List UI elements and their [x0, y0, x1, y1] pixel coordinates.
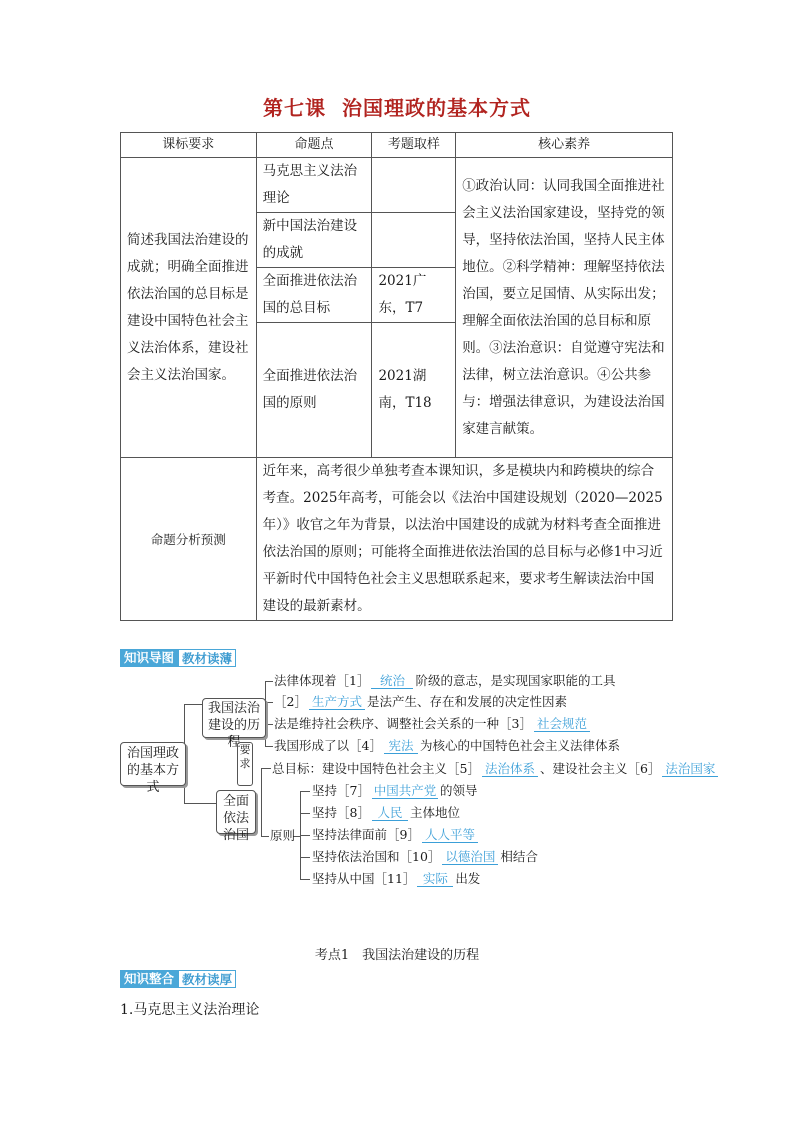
connector [265, 702, 273, 703]
mindmap-line-2: ［2］ 生产方式 是法产生、存在和发展的决定性因素 [274, 694, 567, 709]
answer-blank: 法治体系 [482, 761, 538, 777]
principle-line-7: 坚持［7］ 中国共产党 的领导 [312, 783, 478, 798]
principle-line-11: 坚持从中国［11］ 实际 出发 [312, 871, 481, 886]
point-cell: 新中国法治建设的成就 [256, 213, 372, 268]
mindmap-line-1: 法律体现着［1］ 统治 阶级的意志，是实现国家职能的工具 [274, 673, 616, 688]
principle-line-9: 坚持法律面前［9］ 人人平等 [312, 826, 480, 844]
principle-label: 原则 [270, 828, 296, 843]
connector [261, 768, 262, 836]
tag-primary: 知识整合 [120, 970, 178, 988]
header-literacy: 核心素养 [456, 133, 673, 158]
answer-blank: 法治国家 [662, 761, 718, 777]
answer-blank: 生产方式 [309, 694, 365, 710]
connector [300, 835, 310, 836]
answer-blank: 实际 [417, 871, 453, 887]
connector [300, 879, 310, 880]
tag-secondary: 教材读厚 [178, 970, 236, 988]
connector [265, 746, 273, 747]
header-point: 命题点 [256, 133, 372, 158]
sample-cell [372, 213, 456, 268]
lesson-title [0, 92, 794, 121]
answer-blank: 宪法 [384, 738, 418, 754]
mindmap-line-3: 法是维持社会秩序、调整社会关系的一种［3］ 社会规范 [274, 715, 592, 733]
integrate-tag [120, 970, 236, 988]
point-cell: 全面推进依法治国的总目标 [256, 268, 372, 323]
header-sample: 考题取样 [372, 133, 456, 158]
mindmap-goal-line: 总目标：建设中国特色社会主义［5］ 法治体系 、建设社会主义［6］ 法治国家 [272, 760, 720, 778]
answer-blank: 人民 [372, 805, 408, 821]
node-label: 我国法治建设的历程 [207, 701, 260, 750]
standard-cell: 简述我国法治建设的成就；明确全面推进依法治国的总目标是建设中国特色社会主义法治体系，建设社会主义法治国家。 [121, 158, 257, 458]
answer-blank: 以德治国 [442, 849, 498, 865]
table-row [121, 158, 673, 213]
tag-primary: 知识导图 [120, 649, 178, 667]
mindmap-tag [120, 649, 236, 667]
connector [184, 803, 216, 804]
connector [184, 704, 202, 705]
tag-secondary: 教材读薄 [178, 649, 236, 667]
point-cell: 马克思主义法治理论 [256, 158, 372, 213]
answer-blank: 人人平等 [422, 827, 478, 843]
header-standard: 课标要求 [121, 133, 257, 158]
section-heading: 1.马克思主义法治理论 [120, 1002, 260, 1018]
lesson-name: 治国理政的基本方式 [342, 96, 531, 120]
sample-cell: 2021湖南，T18 [372, 323, 456, 458]
mindmap-root [120, 742, 186, 795]
answer-blank: 统治 [371, 673, 413, 689]
sample-cell [372, 158, 456, 213]
root-label: 治国理政的基本方式 [126, 746, 179, 795]
node-label: 全面依法治国 [222, 794, 249, 843]
principle-line-8: 坚持［8］ 人民 主体地位 [312, 805, 460, 820]
mindmap-line-4: 我国形成了以［4］ 宪法 为核心的中国特色社会主义法律体系 [274, 738, 620, 753]
curriculum-table [120, 132, 673, 621]
connector [300, 791, 310, 792]
connector [261, 768, 271, 769]
table-row [121, 458, 673, 621]
sample-cell: 2021广东，T7 [372, 268, 456, 323]
connector [261, 836, 269, 837]
literacy-cell: ①政治认同：认同我国全面推进社会主义法治国家建设，坚持党的领导，坚持依法治国，坚持人民主体地位。②科学精神：理解坚持依法治国，要立足国情、从实际出发；理解全面依法治国的总目标和原则。③法治意识：自觉遵守宪法和法律，树立法治意识。④公共参与：增强法律意识，为建设法治国家建言献策。 [456, 158, 673, 458]
answer-blank: 中国共产党 [373, 783, 437, 798]
forecast-cell: 近年来，高考很少单独考查本课知识，多是模块内和跨模块的综合考查。2025年高考，可能会以《法治中国建设规划（2020—2025年）》收官之年为背景，以法治中国建设的成就为材料考查全面推进依法治国的原则；可能将全面推进依法治国的总目标与必修1中习近平新时代中国特色社会主义思想联系起来，要求考生解读法治中国建设的最新素材。 [256, 458, 672, 621]
require-badge: 要求 [237, 742, 253, 786]
connector [300, 857, 310, 858]
lesson-number: 第七课 [263, 96, 326, 120]
principle-line-10: 坚持依法治国和［10］ 以德治国 相结合 [312, 849, 538, 864]
forecast-label: 命题分析预测 [121, 458, 257, 621]
answer-blank: 社会规范 [534, 716, 590, 732]
connector [300, 813, 310, 814]
point-cell: 全面推进依法治国的原则 [256, 323, 372, 458]
connector [265, 681, 273, 682]
mindmap-node-rule-of-law [216, 790, 256, 843]
kaodian-heading: 考点1 我国法治建设的历程 [314, 948, 480, 963]
mindmap-node-history [202, 698, 266, 750]
table-header-row [121, 133, 673, 158]
connector [265, 724, 273, 725]
